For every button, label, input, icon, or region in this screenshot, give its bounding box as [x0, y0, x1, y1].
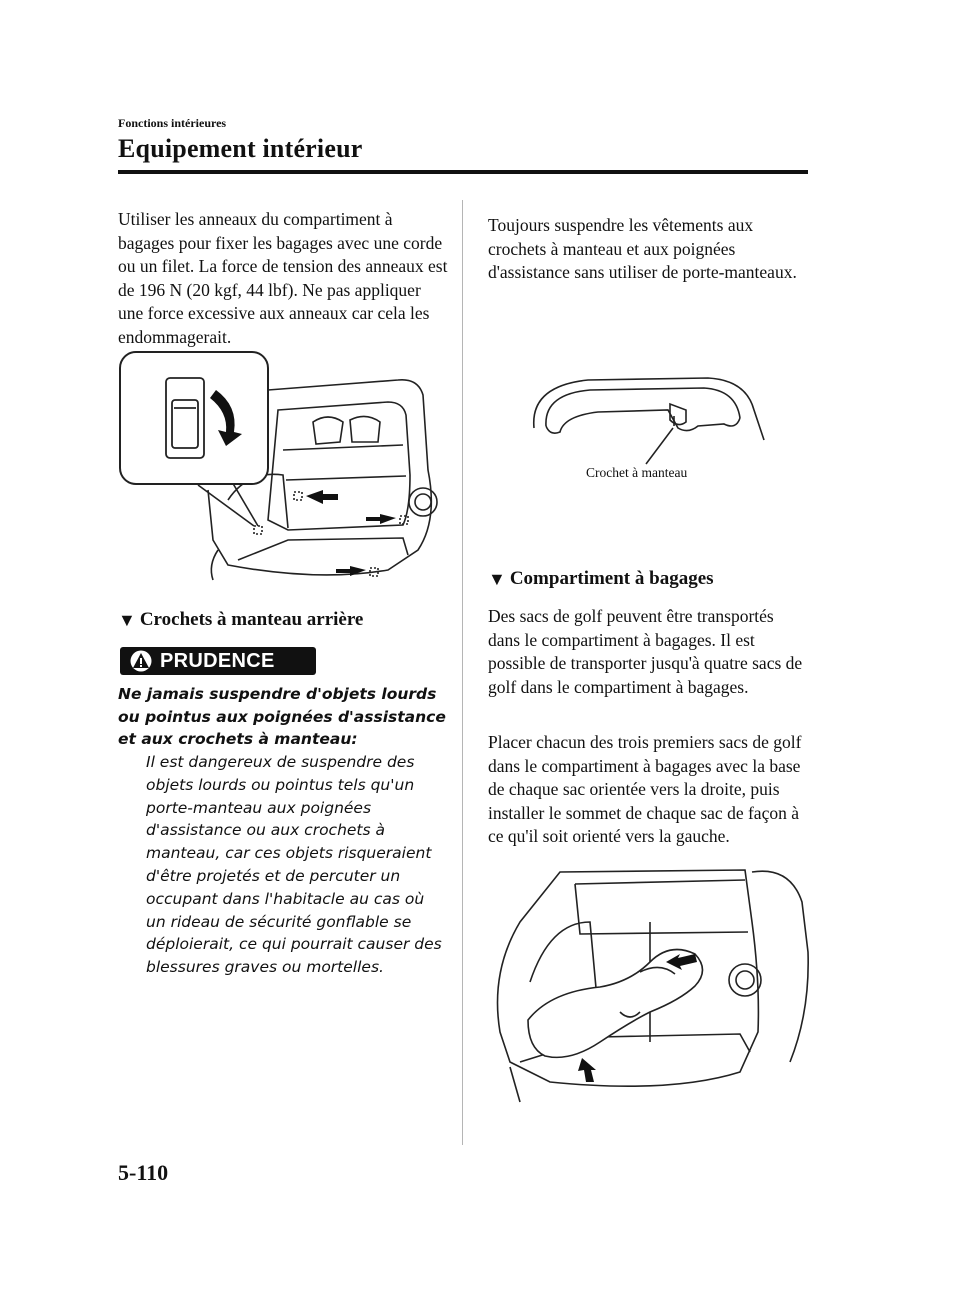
luggage-paragraph-2: Placer chacun des trois premiers sacs de golf dans le compartiment à bagages avec la base de chaque sac orientée vers la droite, puis installer le sommet de chaque sac de façon à ce qu'il soit orienté vers la gauche. [488, 732, 802, 846]
luggage-paragraph-1: Des sacs de golf peuvent être transportés dans le compartiment à bagages. Il est possible de transporter jusqu'à quatre sacs de golf dans le compartiment à bagages. [488, 606, 803, 697]
warning-body: Il est dangereux de suspendre des objets lourds ou pointus tels qu'un porte-manteau aux poignées d'assistance ou aux crochets à manteau, car ces objets risqueraient d'être projetés et de percuter un occupant dans l'habitacle au cas où un rideau de sécurité gonflable se déploierait, ce qui pourrait causer des blessures graves ou mortelles. [146, 753, 442, 977]
heading-triangle-icon: ▼ [118, 609, 136, 630]
heading-rear-coat-hooks [118, 609, 363, 631]
golf-bag-illustration [490, 862, 810, 1112]
tiedown-hooks-illustration [118, 350, 448, 590]
section-label: Fonctions intérieures [118, 116, 227, 130]
caution-badge-label: PRUDENCE [160, 649, 275, 672]
heading-rear-coat-hooks-label: Crochets à manteau arrière [139, 609, 364, 630]
warning-title: Ne jamais suspendre d'objets lourds ou pointus aux poignées d'assistance et aux crochets à manteau: [118, 685, 446, 748]
warning-triangle-icon [130, 650, 152, 672]
intro-paragraph: Utiliser les anneaux du compartiment à bagages pour fixer les bagages avec une corde ou un filet. La force de tension des anneaux est de 196 N (20 kgf, 44 lbf). Ne pas appliquer une force excessive aux anneaux car cela les endommagerait. [118, 209, 448, 347]
hook-instruction: Toujours suspendre les vêtements aux crochets à manteau et aux poignées d'assistance sans utiliser de porte-manteaux. [488, 215, 797, 282]
page-title: Equipement intérieur [118, 134, 363, 163]
caution-badge [120, 647, 316, 675]
heading-triangle-icon: ▼ [488, 568, 506, 589]
heading-luggage-compartment-label: Compartiment à bagages [509, 568, 714, 589]
heading-luggage-compartment [488, 568, 714, 590]
title-rule [118, 170, 808, 174]
column-divider [462, 200, 463, 1145]
page-number: 5-110 [118, 1160, 169, 1185]
coat-hook-illustration [528, 366, 778, 466]
hook-caption: Crochet à manteau [586, 465, 688, 480]
